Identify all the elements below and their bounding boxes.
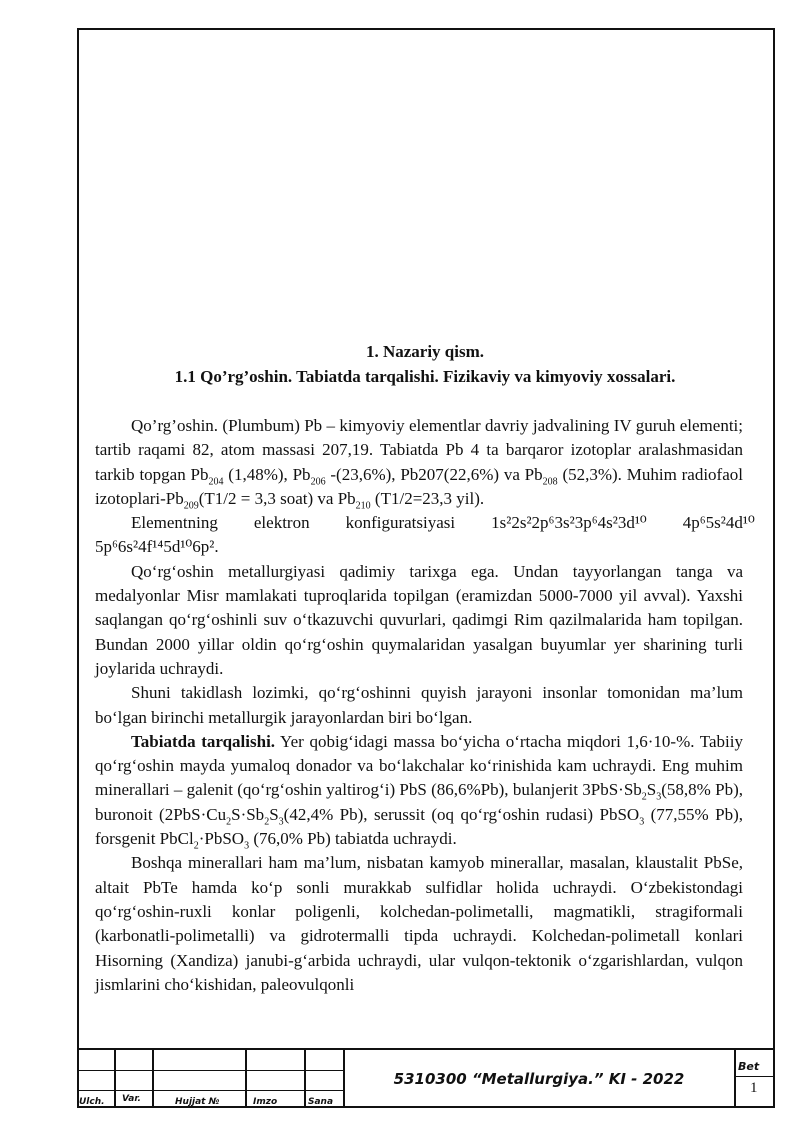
paragraph-5: Boshqa minerallari ham ma’lum, nisbatan kamyob minerallar, masalan, klaustalit PbSe, altait PbTe hamda ko‘p sonli murakkab sulfidlar holida uchraydi. O‘zbekistondagi qo‘rg‘oshin-ruxli konlar poligenli, kolchedan-polimetalli, magmatikli, stragiformali (karbonatli-polimetalli) va gidrotermalli tipda uchraydi. Kolchedan-polimetall konlari Hisorning (Xandiza) janubi-g‘arbida uchraydi, ular vulqon-tektonik o‘zgarishlardan, vulqon jismlarini cho‘kishidan, paleovulqonli: [95, 853, 743, 994]
paragraph-1: Qo’rg’oshin. (Plumbum) Pb – kimyoviy elementlar davriy jadvalining IV guruh elementi; tartib raqami 82, atom massasi 207,19. Tabiatda Pb 4 ta barqaror izotoplar aralashmasidan tarkib topgan $Pb_{204}$ (1,48%), $Pb_{206}$ -(23,6%), Pb207(22,6%) va $Pb_{208}$ (52,3%). Muhim radiofaol izotoplari-$Pb_{209}(T1/2 = 3,3$ soat) va $Pb_{210}$ (T1/2=23,3 yil).: [95, 416, 743, 512]
page-label: Bet: [738, 1060, 760, 1073]
title-block: [77, 1048, 775, 1108]
electron-config-continued: 5p⁶6s²4f¹⁴5d¹⁰6p².: [95, 537, 219, 557]
stamp-label-hujjat: Hujjat №: [175, 1097, 220, 1107]
page-number: 1: [750, 1080, 758, 1096]
stamp-divider: [245, 1050, 247, 1108]
stamp-label-imzo: Imzo: [253, 1097, 278, 1107]
stamp-row-line: [734, 1076, 775, 1077]
stamp-divider: [734, 1050, 736, 1108]
stamp-divider: [343, 1050, 345, 1108]
body-text: [95, 414, 755, 997]
stamp-divider: [152, 1050, 154, 1108]
subsection-title: 1.1 Qo’rg’oshin. Tabiatda tarqalishi. Fizikaviy va kimyoviy xossalari.: [174, 367, 676, 386]
stamp-divider: [304, 1050, 306, 1108]
electron-config-line: Elementning elektron konfiguratsiyasi 1s²2s²2p⁶3s²3p⁶4s²3d¹⁰ 4p⁶5s²4d¹⁰: [131, 513, 755, 533]
stamp-divider: [114, 1050, 116, 1108]
paragraph-3: Shuni takidlash lozimki, qo‘rg‘oshinni quyish jarayoni insonlar tomonidan ma’lum bo‘lgan birinchi metallurgik jarayonlardan biri bo‘lgan.: [95, 683, 743, 727]
paragraph-2: Qo‘rg‘oshin metallurgiyasi qadimiy tarixga ega. Undan tayyorlangan tanga va medalyonlar Misr mamlakati tuproqlarida topilgan (eramizdan 5000-7000 yil avval). Yaxshi saqlangan qo‘rg‘oshinli suv o‘tkazuvchi quvurlari, qadimgi Rim qazilmalarida ham topilgan. Bundan 2000 yillar oldin qo‘rg‘oshin quymalaridan yasalgan buyumlar yer sharining turli joylarida uchraydi.: [95, 561, 743, 678]
stamp-row-line: [77, 1090, 343, 1091]
document-code: 5310300 “Metallurgiya.” KI - 2022: [393, 1070, 685, 1088]
paragraph-4: Tabiatda tarqalishi. Yer qobig‘idagi massa bo‘yicha o‘rtacha miqdori 1,6·10-%. Tabiiy qo‘rg‘oshin mayda yumaloq donador va bo‘lakchalar ko‘rinishida kam uchraydi. Eng muhim minerallari – galenit (qo‘rg‘oshin yaltirog‘i) PbS (86,6%Pb), bulanjerit $3PbS\cdot Sb_2S_3(58,8\%$ Pb), buronoit ($2PbS\cdot Cu_2S\cdot Sb_2S_3(42,4\%$ Pb), serussit (oq qo‘rg‘oshin rudasi) PbSO$_3$ (77,55% Pb), forsgenit PbCl$_2$·PbSO$_3$ (76,0% Pb) tabiatda uchraydi.: [95, 731, 743, 852]
stamp-label-sana: Sana: [308, 1097, 334, 1107]
stamp-label-ulch: Ulch.: [79, 1097, 105, 1107]
section-title: 1. Nazariy qism.: [365, 342, 485, 361]
section-headings: [95, 339, 755, 389]
stamp-row-line: [77, 1070, 343, 1071]
stamp-label-var: Var.: [122, 1094, 141, 1104]
